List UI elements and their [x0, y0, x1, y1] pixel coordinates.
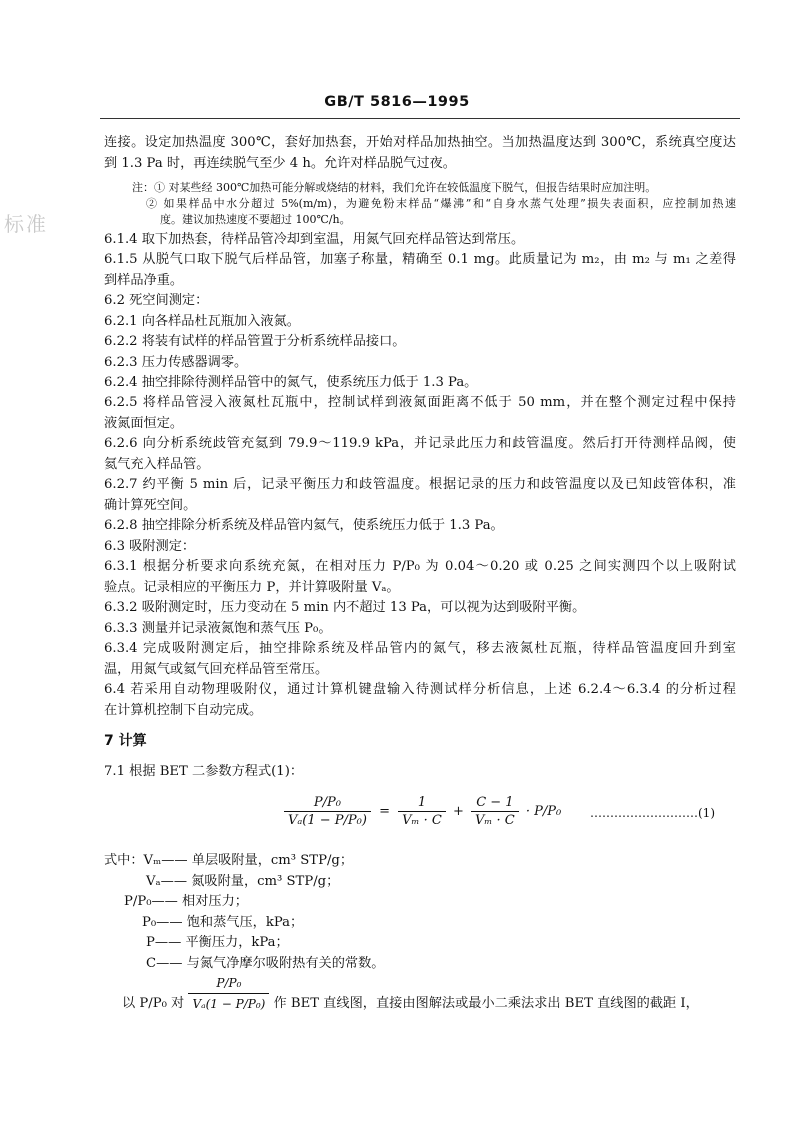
clause-line: 6.4 若采用自动物理吸附仪，通过计算机键盘输入待测试样分析信息，上述 6.2.4～6.3.4 的分析过程 — [104, 682, 736, 697]
body-line: 到 1.3 Pa 时，再连续脱气至少 4 h。允许对样品脱气过夜。 — [104, 156, 456, 171]
note-line: 注：① 对某些经 300℃加热可能分解或烧结的材料，我们允许在较低温度下脱气，但报告结果时应加注明。 — [132, 181, 657, 194]
clause-line: 6.2.6 向分析系统歧管充氦到 79.9～119.9 kPa，并记录此压力和歧管温度。然后打开待测样品阀，使 — [104, 436, 736, 451]
equation-tail: · P/P₀ — [525, 804, 562, 819]
definition-symbol: Vₐ — [146, 874, 161, 889]
inline-fraction — [188, 974, 269, 1013]
definition-text: —— 与氮气净摩尔吸附热有关的常数。 — [156, 956, 385, 971]
watermark: 标准 — [4, 212, 48, 236]
definition-text: —— 饱和蒸气压，kPa； — [156, 915, 304, 930]
clause-line: 6.1.5 从脱气口取下脱气后样品管，加塞子称量，精确至 0.1 mg。此质量记为 m₂，由 m₂ 与 m₁ 之差得 — [104, 252, 736, 267]
inline-denominator: Vₐ(1 − P/P₀) — [192, 997, 266, 1011]
definition-symbol: 式中：Vₘ — [104, 853, 162, 868]
definition-row — [104, 851, 504, 871]
clause-line: 6.1.4 取下加热套，待样品管冷却到室温，用氮气回充样品管达到常压。 — [104, 232, 525, 247]
equation-lhs-fraction — [284, 795, 371, 828]
clause-line: 液氮面恒定。 — [104, 416, 184, 431]
header-rule — [100, 118, 740, 119]
equation-term-1 — [398, 795, 446, 828]
clause-line: 6.3.1 根据分析要求向系统充氮，在相对压力 P/P₀ 为 0.04～0.20 或 0.25 之间实测四个以上吸附试 — [104, 559, 736, 574]
clause-line: 6.2.3 压力传感器调零。 — [104, 355, 248, 370]
definition-row — [146, 954, 546, 974]
definition-symbol: P — [146, 935, 155, 950]
definition-symbol: P₀ — [142, 915, 157, 930]
bet-equation — [284, 795, 561, 828]
inline-numerator: P/P₀ — [188, 974, 269, 994]
lhs-numerator: P/P₀ — [284, 795, 371, 812]
clause-line: 6.2.5 将样品管浸入液氮杜瓦瓶中，控制试样到液氮面距离不低于 50 mm，并在整个测定过程中保持 — [104, 395, 736, 410]
clause-line: 6.2.4 抽空排除待测样品管中的氮气，使系统压力低于 1.3 Pa。 — [104, 375, 478, 390]
final-text-post: 作 BET 直线图，直接由图解法或最小二乘法求出 BET 直线图的截距 I， — [273, 996, 699, 1011]
definition-row — [142, 913, 542, 933]
standard-header: GB/T 5816—1995 — [324, 94, 470, 110]
clause-line: 6.3 吸附测定： — [104, 539, 196, 554]
definition-row — [124, 892, 524, 912]
clause-line: 6.2.1 向各样品杜瓦瓶加入液氮。 — [104, 314, 300, 329]
equation-term-2 — [471, 795, 519, 828]
clause-line: 6.3.3 测量并记录液氮饱和蒸气压 P₀。 — [104, 621, 332, 636]
clause-line: 6.3.4 完成吸附测定后，抽空排除系统及样品管内的氮气，移去液氮杜瓦瓶，待样品管温度回升到室 — [104, 641, 736, 656]
term2-numerator: C − 1 — [471, 795, 519, 812]
section-heading: 7 计算 — [104, 733, 147, 749]
final-paragraph — [122, 974, 736, 1013]
clause-line: 7.1 根据 BET 二参数方程式(1)： — [104, 764, 304, 779]
term1-numerator: 1 — [398, 795, 446, 812]
clause-line: 6.2.7 约平衡 5 min 后，记录平衡压力和歧管温度。根据记录的压力和歧管温度以及已知歧管体积，准 — [104, 477, 736, 492]
lhs-denominator: Vₐ(1 − P/P₀) — [288, 813, 367, 828]
note-line: ② 如果样品中水分超过 5%(m/m)，为避免粉末样品“爆沸”和“自身水蒸气处理”损失表面积，应控制加热速 — [146, 197, 736, 210]
clause-line: 6.2.8 抽空排除分析系统及样品管内氦气，使系统压力低于 1.3 Pa。 — [104, 518, 504, 533]
final-text-pre: 以 P/P₀ 对 — [122, 996, 185, 1011]
clause-line: 确计算死空间。 — [104, 498, 197, 513]
definition-text: —— 单层吸附量，cm³ STP/g； — [161, 853, 354, 868]
clause-line: 温，用氮气或氦气回充样品管至常压。 — [104, 662, 329, 677]
definition-row — [146, 872, 546, 892]
clause-line: 6.2 死空间测定： — [104, 293, 209, 308]
term2-denominator: Vₘ · C — [475, 813, 515, 828]
clause-line: 在计算机控制下自动完成。 — [104, 703, 263, 718]
clause-line: 验点。记录相应的平衡压力 P，并计算吸附量 Vₐ。 — [104, 580, 400, 595]
definition-symbol: P/P₀ — [124, 894, 152, 909]
equation-number: ………………………(1) — [590, 806, 715, 820]
clause-line: 氦气充入样品管。 — [104, 457, 210, 472]
clause-line: 6.2.2 将装有试样的样品管置于分析系统样品接口。 — [104, 334, 406, 349]
term1-denominator: Vₘ · C — [402, 813, 442, 828]
definition-row — [146, 933, 546, 953]
definition-text: —— 氮吸附量，cm³ STP/g； — [160, 874, 340, 889]
clause-line: 到样品净重。 — [104, 273, 184, 288]
equals-sign: = — [379, 804, 390, 819]
definition-text: —— 相对压力； — [151, 894, 248, 909]
definition-symbol: C — [146, 956, 157, 971]
plus-sign: + — [452, 804, 464, 819]
body-line: 连接。设定加热温度 300℃，套好加热套，开始对样品加热抽空。当加热温度达到 300℃，系统真空度达 — [104, 135, 736, 150]
note-line: 度。建议加热速度不要超过 100℃/h。 — [160, 213, 351, 226]
clause-line: 6.3.2 吸附测定时，压力变动在 5 min 内不超过 13 Pa，可以视为达到吸附平衡。 — [104, 600, 586, 615]
definition-text: —— 平衡压力，kPa； — [154, 935, 289, 950]
